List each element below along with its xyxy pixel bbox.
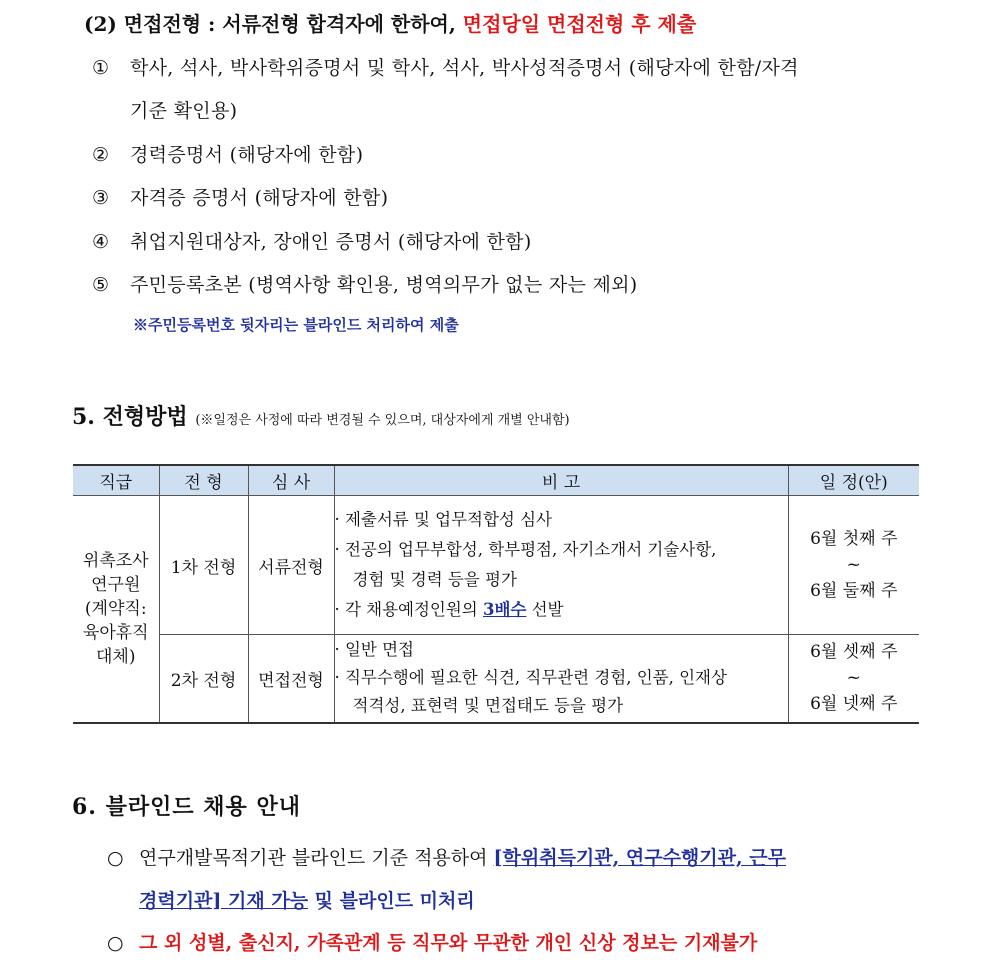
- position-line: 위촉조사: [82, 550, 149, 571]
- remark-line: · 제출서류 및 업무적합성 심사: [334, 510, 552, 529]
- blind-line-3: [107, 928, 757, 955]
- section6-title: 6. 블라인드 채용 안내: [72, 794, 301, 820]
- remark-line: 경험 및 경력 등을 평가: [352, 570, 517, 589]
- doc-item-text: 주민등록초본 (병역사항 확인용, 병역의무가 없는 자는 제외): [130, 274, 638, 296]
- interview-heading-prefix: (2) 면접전형 : 서류전형 합격자에 한하여,: [84, 12, 456, 36]
- doc-item-1-cont: 기준 확인용): [130, 100, 238, 122]
- doc-item-2: [92, 140, 363, 167]
- position-cell: [73, 496, 159, 723]
- section5-subtitle: (※일정은 사정에 따라 변경될 수 있으며, 대상자에게 개별 안내함): [195, 413, 570, 428]
- section5-title: 5. 전형방법: [72, 404, 188, 430]
- doc-item-3: [92, 183, 388, 210]
- schedule-end: 6월 둘째 주: [810, 581, 898, 601]
- selection-table: [73, 464, 919, 724]
- blind-warning: 그 외 성별, 출신지, 가족관계 등 직무와 무관한 개인 신상 정보는 기재불가: [139, 932, 758, 954]
- circle-bullet: ○: [107, 847, 124, 869]
- doc-item-num: ②: [92, 144, 110, 166]
- circle-bullet: ○: [107, 932, 124, 954]
- doc-item-num: ⑤: [92, 274, 110, 296]
- schedule-end: 6월 넷째 주: [810, 694, 898, 715]
- doc-item-num: ③: [92, 187, 110, 209]
- remark-line: · 일반 면접: [334, 640, 414, 660]
- review-cell: 서류전형: [248, 496, 334, 635]
- doc-item-1: [92, 53, 799, 80]
- interview-heading-red: 면접당일 면접전형 후 제출: [462, 12, 697, 36]
- remark-line: [335, 595, 788, 625]
- table-header-row: [73, 465, 919, 496]
- schedule-start: 6월 셋째 주: [810, 642, 898, 663]
- doc-item-4: [92, 227, 532, 254]
- table-row: [73, 496, 919, 635]
- remark-line: · 전공의 업무부합성, 학부평점, 자기소개서 기술사항,: [334, 540, 717, 559]
- remark-line: · 직무수행에 필요한 식견, 직무관련 경험, 인품, 인재상: [334, 668, 727, 688]
- blind-text: 및 블라인드 미처리: [308, 890, 475, 912]
- doc-item-num: ①: [92, 57, 110, 79]
- header-remarks: 비 고: [334, 465, 788, 496]
- position-line: 육아휴직: [82, 622, 149, 643]
- schedule-cell: [788, 635, 919, 723]
- header-stage: 전 형: [159, 465, 248, 496]
- blind-highlight: 경력기관] 기재 가능: [139, 890, 309, 912]
- doc-item-5: [92, 270, 638, 297]
- blind-line-1: [107, 843, 786, 870]
- position-line: 대체): [96, 646, 136, 667]
- doc-item-text: 경력증명서 (해당자에 한함): [130, 144, 364, 166]
- blind-line-2: [139, 886, 475, 913]
- stage-cell: 2차 전형: [159, 635, 248, 723]
- schedule-cell: [788, 496, 919, 635]
- remarks-cell: [334, 496, 788, 635]
- header-review: 심 사: [248, 465, 334, 496]
- remark-text: · 각 채용예정인원의: [334, 600, 483, 619]
- schedule-sep: ~: [846, 668, 861, 689]
- doc-item-num: ④: [92, 231, 110, 253]
- blind-text: 연구개발목적기관 블라인드 기준 적용하여: [139, 847, 494, 869]
- blind-highlight: [학위취득기관, 연구수행기관, 근무: [493, 847, 786, 869]
- remark-text: 선발: [526, 600, 564, 619]
- doc-item-text: 취업지원대상자, 장애인 증명서 (해당자에 한함): [130, 231, 532, 253]
- multiple-highlight: 3배수: [483, 600, 527, 619]
- stage-cell: 1차 전형: [159, 496, 248, 635]
- remarks-cell: [334, 635, 788, 723]
- schedule-sep: ~: [846, 555, 861, 575]
- resident-number-note: ※주민등록번호 뒷자리는 블라인드 처리하여 제출: [133, 316, 459, 334]
- interview-heading: [84, 8, 696, 37]
- doc-item-text: 학사, 석사, 박사학위증명서 및 학사, 석사, 박사성적증명서 (해당자에 한함/자격: [130, 57, 799, 79]
- doc-item-text: 자격증 증명서 (해당자에 한함): [130, 187, 389, 209]
- header-schedule: 일 정(안): [788, 465, 919, 496]
- position-line: 연구원: [91, 574, 141, 595]
- remark-line: 적격성, 표현력 및 면접태도 등을 평가: [352, 696, 624, 716]
- review-cell: 면접전형: [248, 635, 334, 723]
- section5-title-line: [72, 400, 570, 431]
- header-position: 직급: [73, 465, 159, 496]
- schedule-start: 6월 첫째 주: [810, 529, 898, 549]
- table-row: [73, 635, 919, 723]
- position-line: (계약직:: [84, 598, 147, 619]
